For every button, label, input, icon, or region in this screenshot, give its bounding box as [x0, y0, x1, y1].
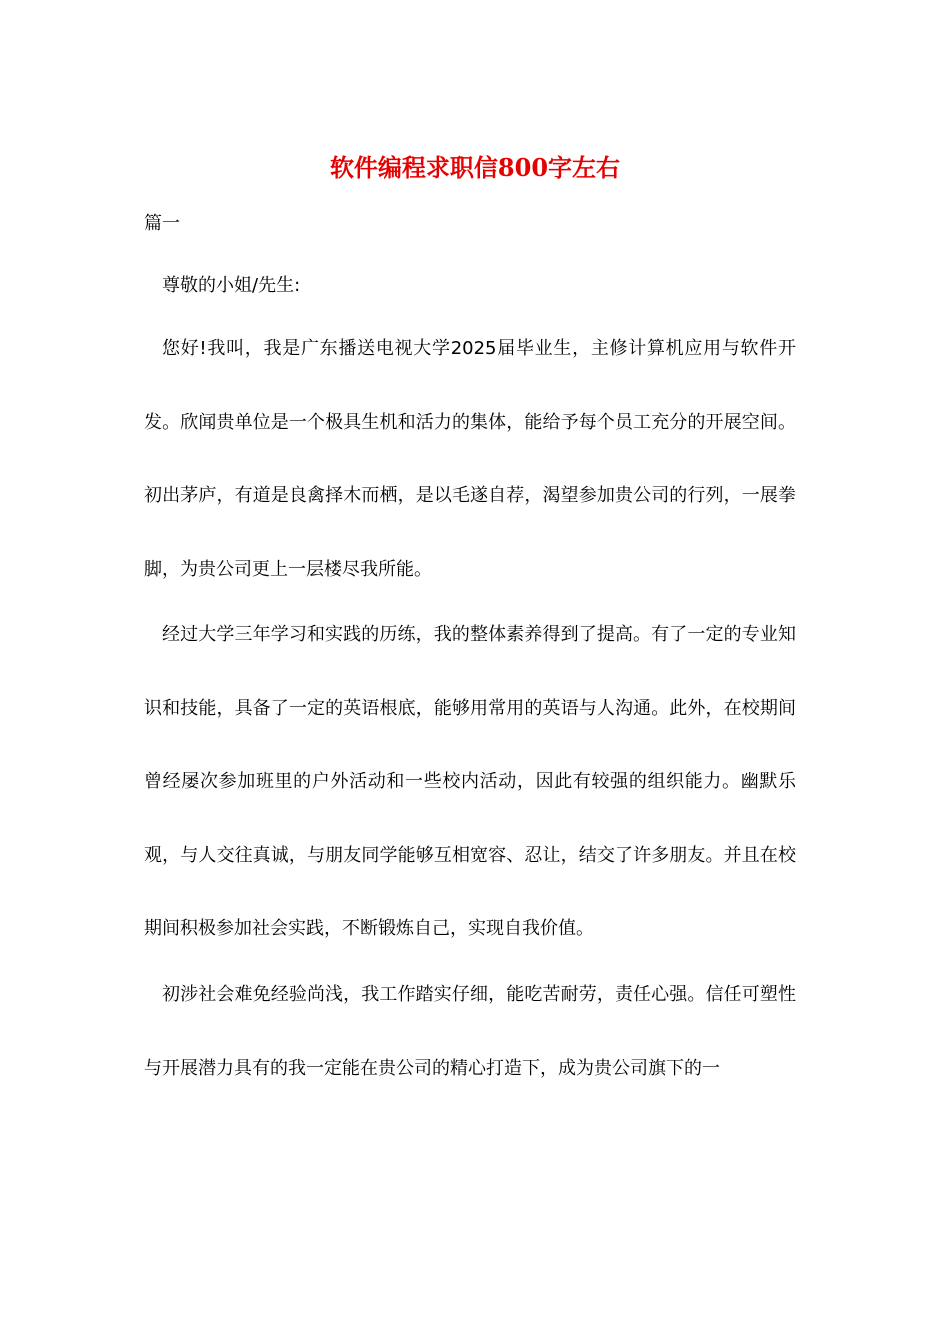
section-label: 篇一 — [144, 213, 180, 234]
body-paragraph-2: 经过大学三年学习和实践的历练，我的整体素养得到了提高。有了一定的专业知识和技能，具备了一定的英语根底，能够用常用的英语与人沟通。此外，在校期间曾经屡次参加班里的户外活动和一些校内活动，因此有较强的组织能力。幽默乐观，与人交往真诚，与朋友同学能够互相宽容、忍让，结交了许多朋友。并且在校期间积极参加社会实践，不断锻炼自己，实现自我价值。 — [144, 624, 796, 939]
body-paragraph-3: 初涉社会难免经验尚浅，我工作踏实仔细，能吃苦耐劳，责任心强。信任可塑性与开展潜力具有的我一定能在贵公司的精心打造下，成为贵公司旗下的一 — [144, 984, 796, 1079]
body-paragraph-1: 您好!我叫，我是广东播送电视大学2025届毕业生，主修计算机应用与软件开发。欣闻贵单位是一个极具生机和活力的集体，能给予每个员工充分的开展空间。初出茅庐，有道是良禽择木而栖，是以毛遂自荐，渴望参加贵公司的行列，一展拳脚，为贵公司更上一层楼尽我所能。 — [144, 338, 796, 580]
document-title: 软件编程求职信800字左右 — [329, 153, 621, 182]
letter-greeting: 尊敬的小姐/先生: — [162, 275, 301, 296]
